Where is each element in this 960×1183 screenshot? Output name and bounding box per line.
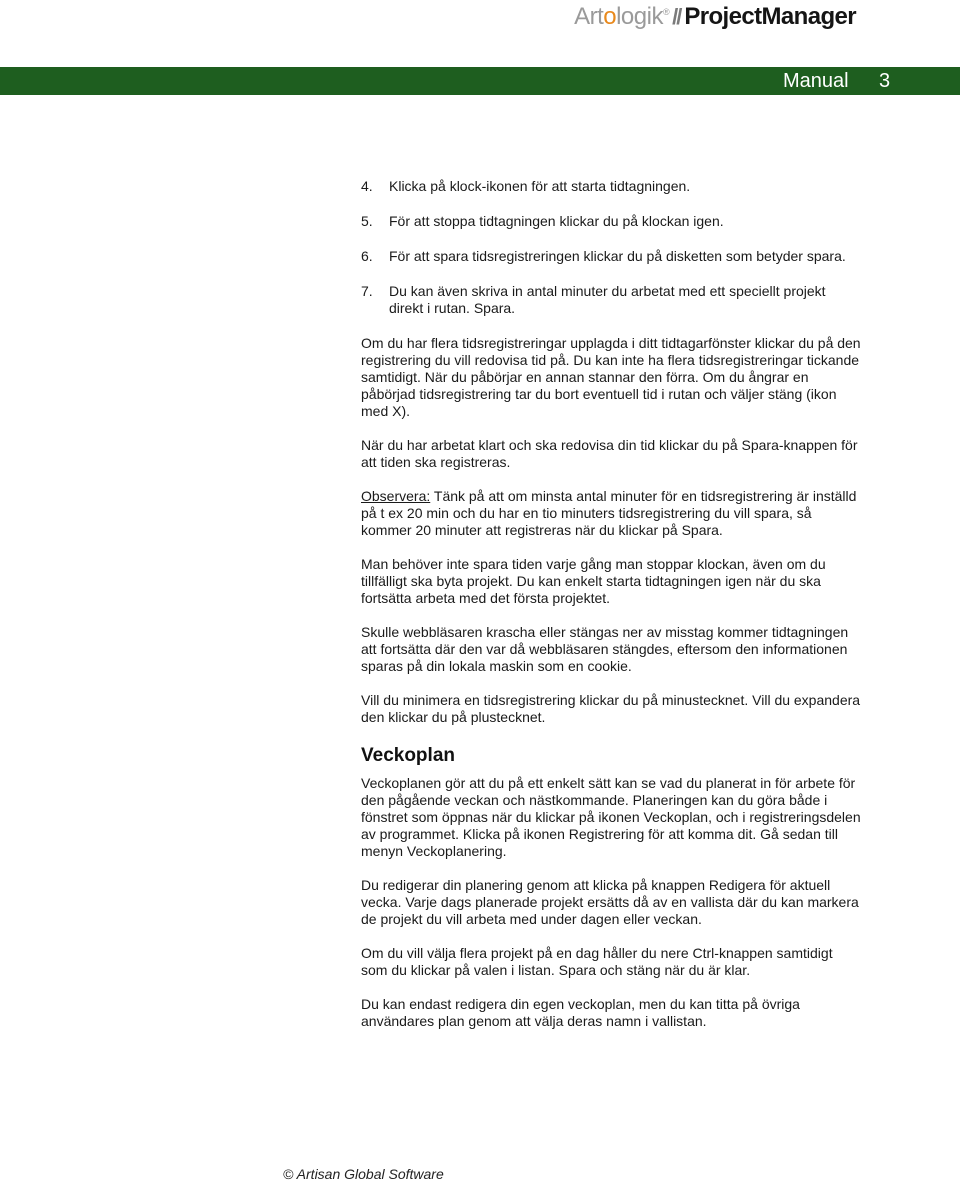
step-text: Du kan även skriva in antal minuter du arbetat med ett speciellt projekt direkt i rutan. Spara. [389,283,826,316]
logo-product-name: ProjectManager [684,3,856,30]
step-text: Klicka på klock-ikonen för att starta tidtagningen. [389,178,691,194]
logo-separator: // [672,4,681,29]
observera-note [361,488,861,539]
artologik-projectmanager-logo [574,0,856,34]
step-text: För att spara tidsregistreringen klickar du på disketten som betyder spara. [389,248,846,264]
page-number: 3 [879,70,891,92]
list-item [361,283,861,317]
paragraph: Du redigerar din planering genom att klicka på knappen Redigera för aktuell vecka. Varje dags planerade projekt ersätts då av en vallista där du kan markera de projekt du vill arbeta med under dagen eller veckan. [361,877,859,927]
paragraph: Du kan endast redigera din egen veckoplan, men du kan titta på övriga användares plan genom att välja deras namn i vallistan. [361,996,800,1029]
list-item [361,178,861,195]
step-number: 6. [361,248,373,264]
observera-label: Observera: [361,488,431,504]
paragraph: Vill du minimera en tidsregistrering klickar du på minustecknet. Vill du expandera den klickar du på plustecknet. [361,692,861,725]
paragraph: Veckoplanen gör att du på ett enkelt sätt kan se vad du planerat in för arbete för den pågående veckan och nästkommande. Planeringen kan du göra både i fönstret som öppnas när du klickar på ikonen Veckoplan, och i registreringsdelen av programmet. Klicka på ikonen Registrering för att komma dit. Gå sedan till menyn Veckoplanering. [361,775,861,859]
page-content [361,178,861,1047]
section-label: Manual [783,70,849,92]
logo-artologik-text: Artologik® [574,3,670,30]
header-bar [0,67,960,95]
step-text: För att stoppa tidtagningen klickar du på klockan igen. [389,213,724,229]
paragraph: När du har arbetat klart och ska redovisa din tid klickar du på Spara-knappen för att tiden ska registreras. [361,437,858,470]
list-item [361,213,861,230]
paragraph: Man behöver inte spara tiden varje gång man stoppar klockan, även om du tillfälligt ska byta projekt. Du kan enkelt starta tidtagningen igen när du ska fortsätta arbeta med det första projektet. [361,556,826,606]
observera-text: Tänk på att om minsta antal minuter för en tidsregistrering är inställd på t ex 20 min och du har en tio minuters tidsregistrering du vill spara, så kommer 20 minuter att registreras när du klickar på Spara. [361,488,857,538]
section-heading: Veckoplan [361,745,455,766]
paragraph: Om du har flera tidsregistreringar upplagda i ditt tidtagarfönster klickar du på den registrering du vill redovisa tid på. Du kan inte ha flera tidsregistreringar tickande samtidigt. När du påbörjar en annan stannar den förra. Om du ångrar en påbörjad tidsregistrering tar du bort eventuell tid i rutan och väljer stäng (ikon med X). [361,335,861,419]
step-number: 4. [361,178,373,194]
step-number: 5. [361,213,373,229]
paragraph: Om du vill välja flera projekt på en dag håller du nere Ctrl-knappen samtidigt som du klickar på valen i listan. Spara och stäng när du är klar. [361,945,833,978]
step-number: 7. [361,283,373,299]
list-item [361,248,861,265]
paragraph: Skulle webbläsaren krascha eller stängas ner av misstag kommer tidtagningen att fortsätta där den var då webbläsaren stängdes, eftersom den informationen sparas på din lokala maskin som en cookie. [361,624,849,674]
footer-copyright: © Artisan Global Software [283,1166,444,1182]
step-list [361,178,861,317]
